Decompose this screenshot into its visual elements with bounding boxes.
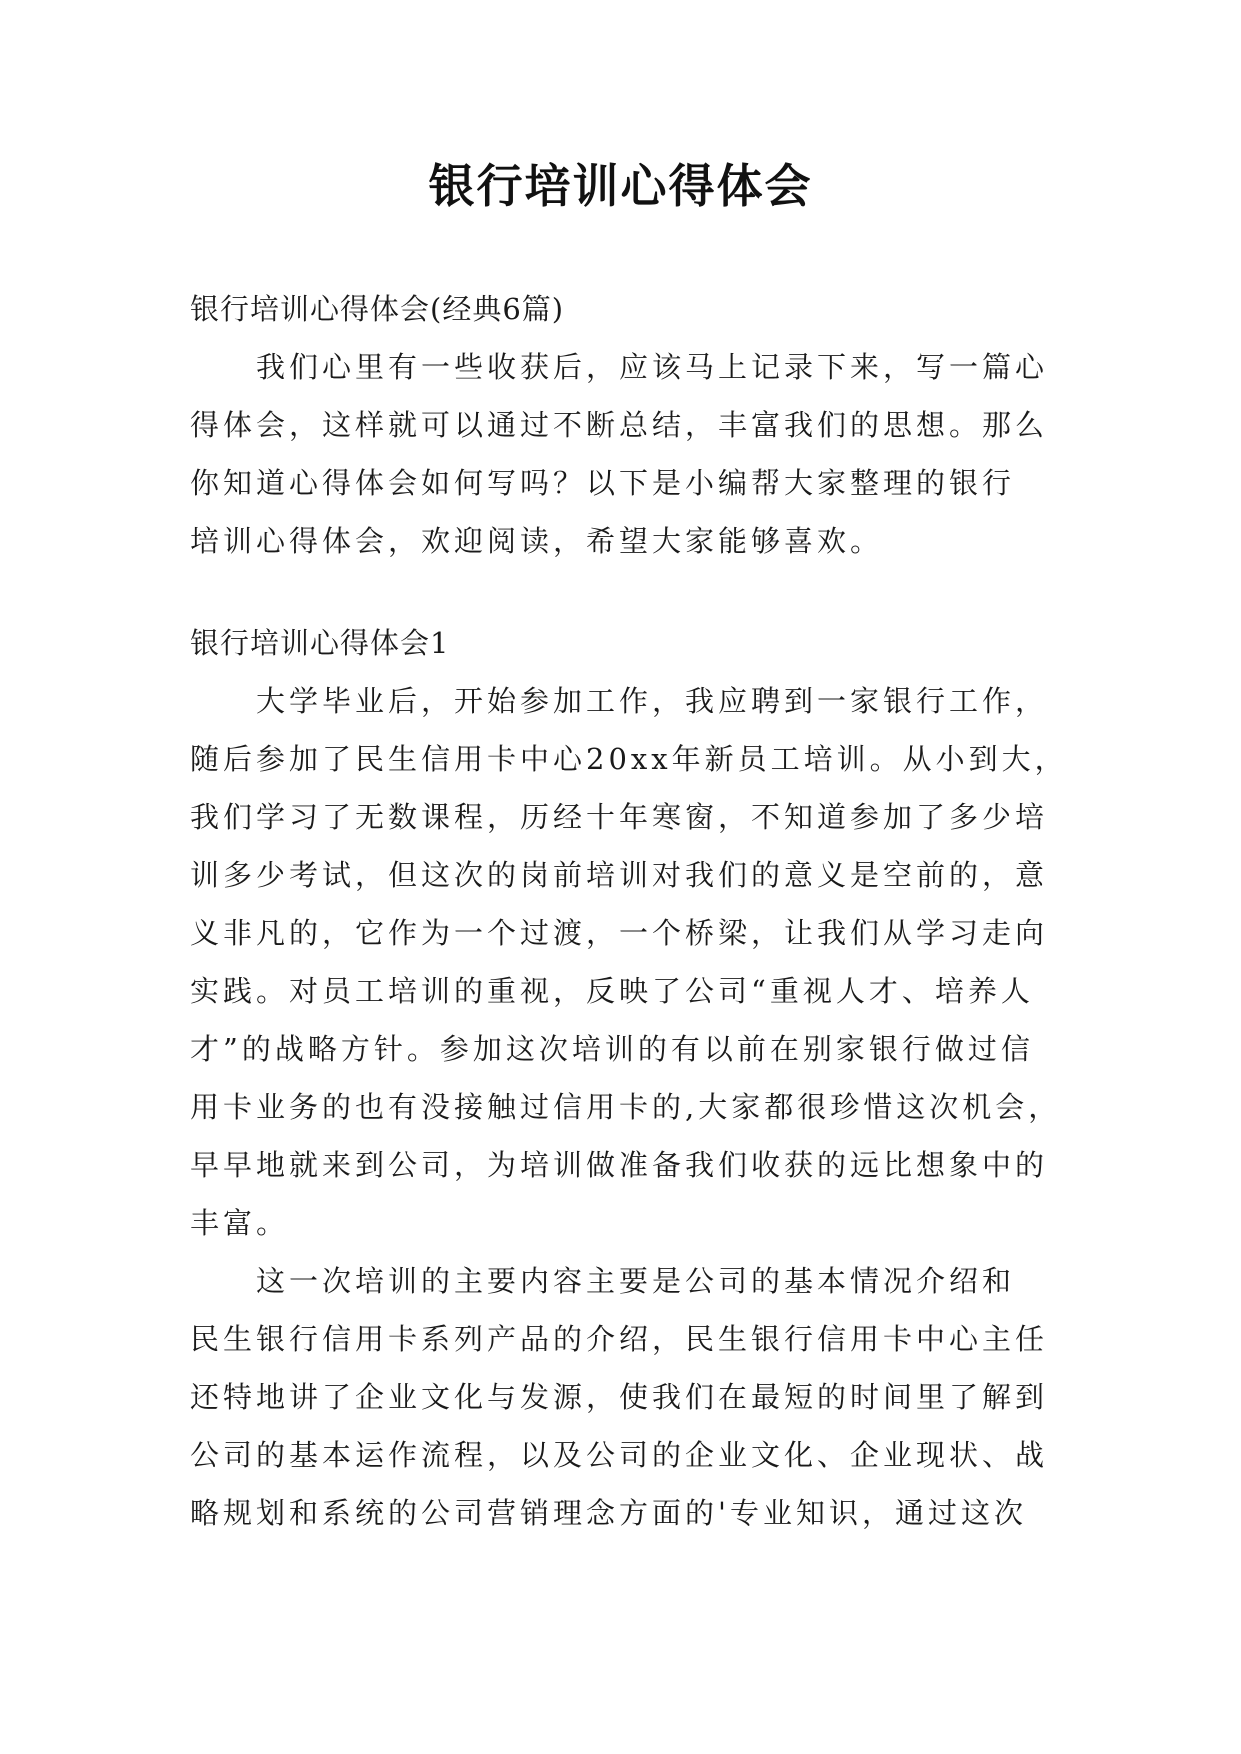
section-heading: 银行培训心得体会1 [190, 626, 450, 660]
paragraph-line: 得体会，这样就可以通过不断总结，丰富我们的思想。那么 [190, 408, 1049, 442]
paragraph-line: 公司的基本运作流程，以及公司的企业文化、企业现状、战 [190, 1438, 1049, 1472]
paragraph-line: 这一次培训的主要内容主要是公司的基本情况介绍和 [256, 1264, 1016, 1298]
paragraph-line: 培训心得体会，欢迎阅读，希望大家能够喜欢。 [190, 524, 884, 558]
document-subtitle: 银行培训心得体会(经典6篇) [190, 292, 565, 326]
document-title: 银行培训心得体会 [428, 159, 813, 213]
paragraph-line: 早早地就来到公司，为培训做准备我们收获的远比想象中的 [190, 1148, 1049, 1182]
paragraph-line: 才”的战略方针。参加这次培训的有以前在别家银行做过信 [190, 1032, 1034, 1066]
body-paragraph-1 [190, 672, 1068, 1252]
paragraph-line: 略规划和系统的公司营销理念方面的'专业知识，通过这次 [190, 1496, 1027, 1530]
paragraph-line: 我们学习了无数课程，历经十年寒窗，不知道参加了多少培 [190, 800, 1049, 834]
body-paragraph-2 [190, 1252, 1050, 1542]
section-gap [190, 570, 1050, 614]
paragraph-line: 随后参加了民生信用卡中心20xx年新员工培训。从小到大， [190, 742, 1068, 776]
paragraph-line: 大学毕业后，开始参加工作，我应聘到一家银行工作， [256, 684, 1049, 718]
paragraph-line: 你知道心得体会如何写吗？以下是小编帮大家整理的银行 [190, 466, 1016, 500]
paragraph-line: 还特地讲了企业文化与发源，使我们在最短的时间里了解到 [190, 1380, 1049, 1414]
document-body [190, 280, 1068, 1542]
paragraph-line: 我们心里有一些收获后，应该马上记录下来，写一篇心 [256, 350, 1049, 384]
paragraph-line: 民生银行信用卡系列产品的介绍，民生银行信用卡中心主任 [190, 1322, 1049, 1356]
intro-paragraph [190, 338, 1050, 570]
paragraph-line: 实践。对员工培训的重视，反映了公司“重视人才、培养人 [190, 974, 1034, 1008]
paragraph-line: 义非凡的，它作为一个过渡，一个桥梁，让我们从学习走向 [190, 916, 1049, 950]
paragraph-line: 丰富。 [190, 1206, 290, 1240]
paragraph-line: 用卡业务的也有没接触过信用卡的,大家都很珍惜这次机会， [190, 1090, 1062, 1124]
paragraph-line: 训多少考试，但这次的岗前培训对我们的意义是空前的，意 [190, 858, 1049, 892]
